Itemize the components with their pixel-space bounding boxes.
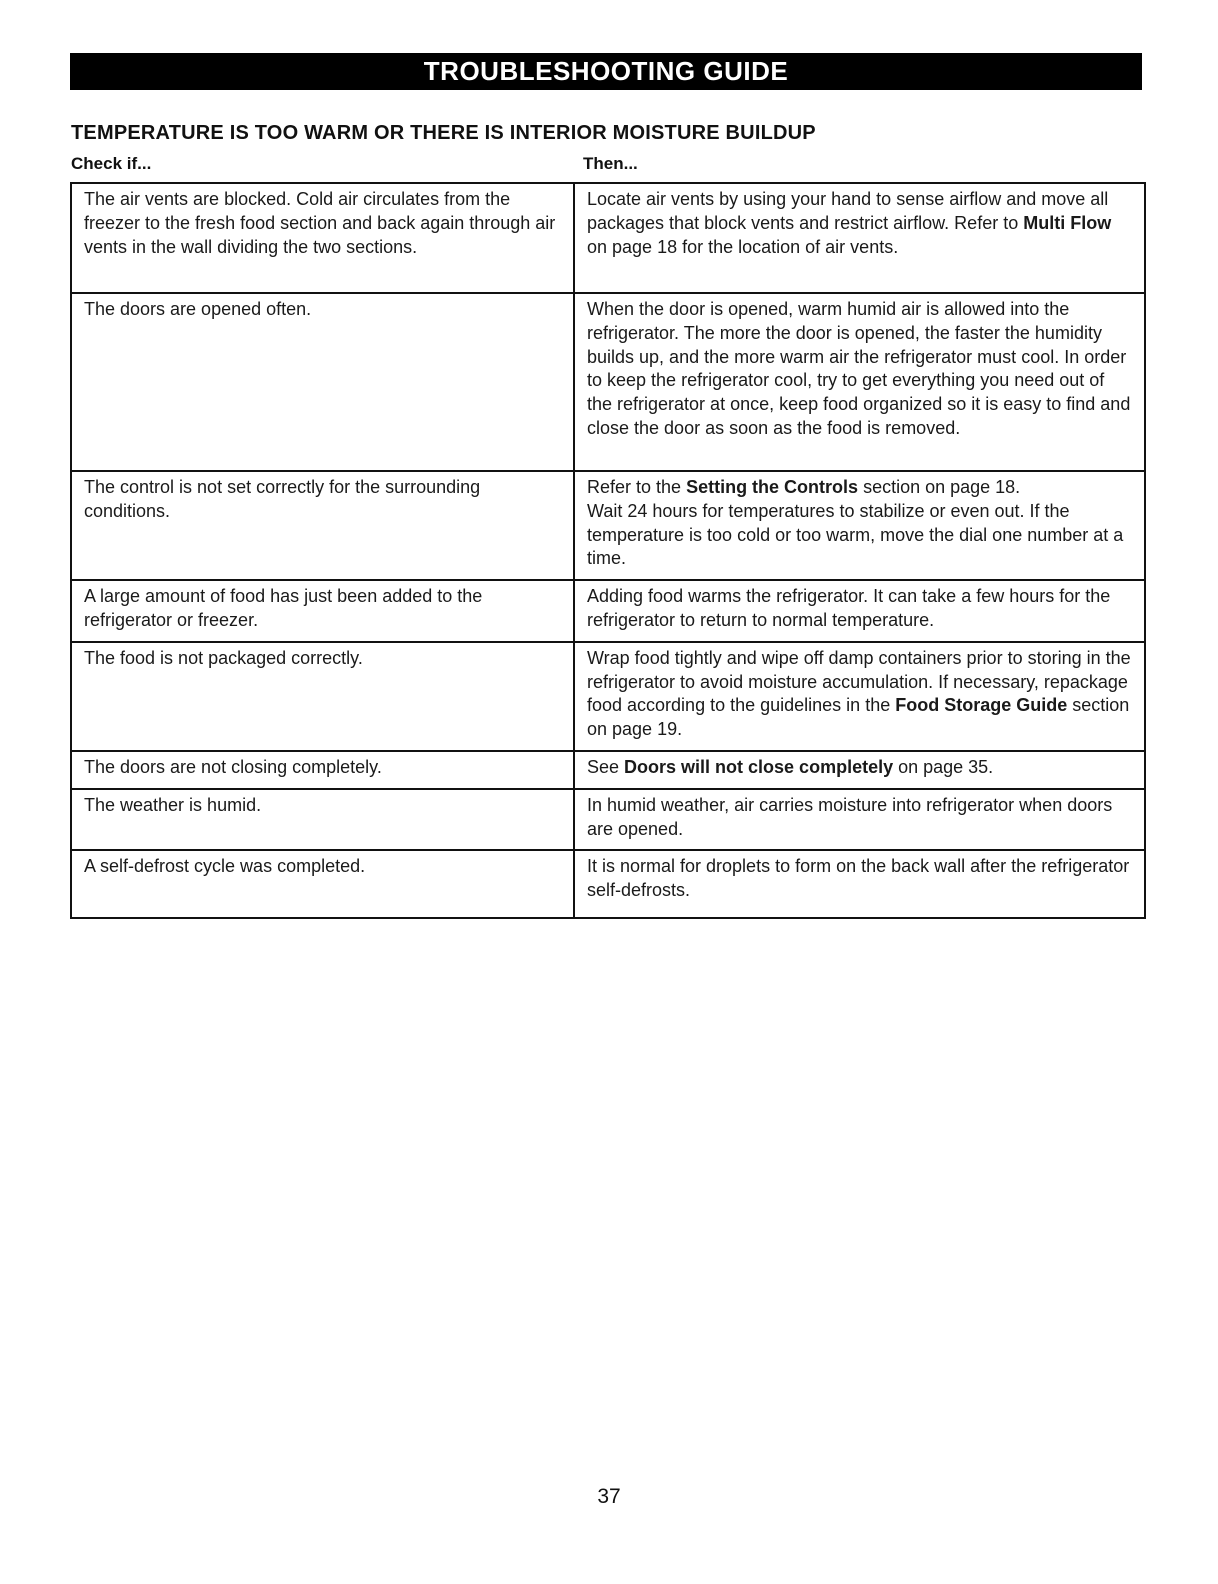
then-text: In humid weather, air carries moisture into refrigerator when doors are opened.	[587, 794, 1113, 839]
then-cell	[574, 471, 1145, 580]
guide-banner-title: TROUBLESHOOTING GUIDE	[423, 56, 789, 86]
then-cell	[574, 751, 1145, 789]
then-cell	[574, 293, 1145, 471]
then-text: Wait 24 hours for temperatures to stabilize or even out. If the temperature is too cold or too warm, move the dial one number at a time.	[587, 500, 1124, 569]
cross-reference: Setting the Controls	[686, 477, 859, 497]
then-text: on page 18 for the location of air vents.	[587, 236, 899, 257]
then-text: section on page 18.	[858, 477, 1021, 497]
then-cell	[574, 789, 1145, 851]
check-cell: The doors are not closing completely.	[71, 751, 574, 789]
then-cell	[574, 183, 1145, 293]
check-cell: The doors are opened often.	[71, 293, 574, 471]
then-text: When the door is opened, warm humid air is allowed into the refrigerator. The more the door is opened, the faster the humidity builds up, and the more warm air the refrigerator must cool. In order to keep the refrigerator cool, try to get everything you need out of the refrigerator at once, keep food organized so it is easy to find and close the door as soon as the food is removed.	[587, 299, 1131, 438]
then-cell	[574, 580, 1145, 642]
table-row	[71, 293, 1145, 471]
check-cell: The weather is humid.	[71, 789, 574, 851]
troubleshooting-table	[70, 182, 1146, 919]
then-text: on page 35.	[893, 756, 994, 777]
check-cell: The air vents are blocked. Cold air circulates from the freezer to the fresh food section and back again through air vents in the wall dividing the two sections.	[71, 183, 574, 293]
table-row	[71, 850, 1145, 918]
guide-banner	[70, 53, 1142, 90]
then-header: Then...	[583, 154, 638, 173]
cross-reference: Food Storage Guide	[895, 695, 1068, 716]
then-cell	[574, 642, 1145, 751]
table-row	[71, 751, 1145, 789]
then-text: Refer to the	[587, 477, 687, 497]
then-text: Locate air vents by using your hand to sense airflow and move all packages that block vents and restrict airflow. Refer to	[587, 189, 1109, 233]
then-cell	[574, 850, 1145, 918]
table-row	[71, 580, 1145, 642]
then-text: Adding food warms the refrigerator. It can take a few hours for the refrigerator to return to normal temperature.	[587, 586, 1111, 630]
table-row	[71, 789, 1145, 851]
table-row	[71, 642, 1145, 751]
table-row	[71, 471, 1145, 580]
check-if-header: Check if...	[71, 154, 152, 173]
table-row	[71, 183, 1145, 293]
then-text: See	[587, 756, 625, 777]
check-cell: The control is not set correctly for the surrounding conditions.	[71, 471, 574, 580]
check-cell: A self-defrost cycle was completed.	[71, 850, 574, 918]
check-cell: A large amount of food has just been added to the refrigerator or freezer.	[71, 580, 574, 642]
then-text: Wrap food tightly and wipe off damp containers prior to storing in the refrigerator to avoid moisture accumulation. If necessary, repackage food according to the guidelines in the	[587, 647, 1131, 716]
then-text: section on page 19.	[587, 695, 1130, 740]
section-title: TEMPERATURE IS TOO WARM OR THERE IS INTERIOR MOISTURE BUILDUP	[71, 122, 816, 144]
page-number: 37	[597, 1485, 621, 1508]
check-cell: The food is not packaged correctly.	[71, 642, 574, 751]
cross-reference: Multi Flow	[1023, 212, 1112, 233]
cross-reference: Doors will not close completely	[624, 756, 894, 777]
then-text: It is normal for droplets to form on the back wall after the refrigerator self-defrosts.	[587, 856, 1130, 901]
